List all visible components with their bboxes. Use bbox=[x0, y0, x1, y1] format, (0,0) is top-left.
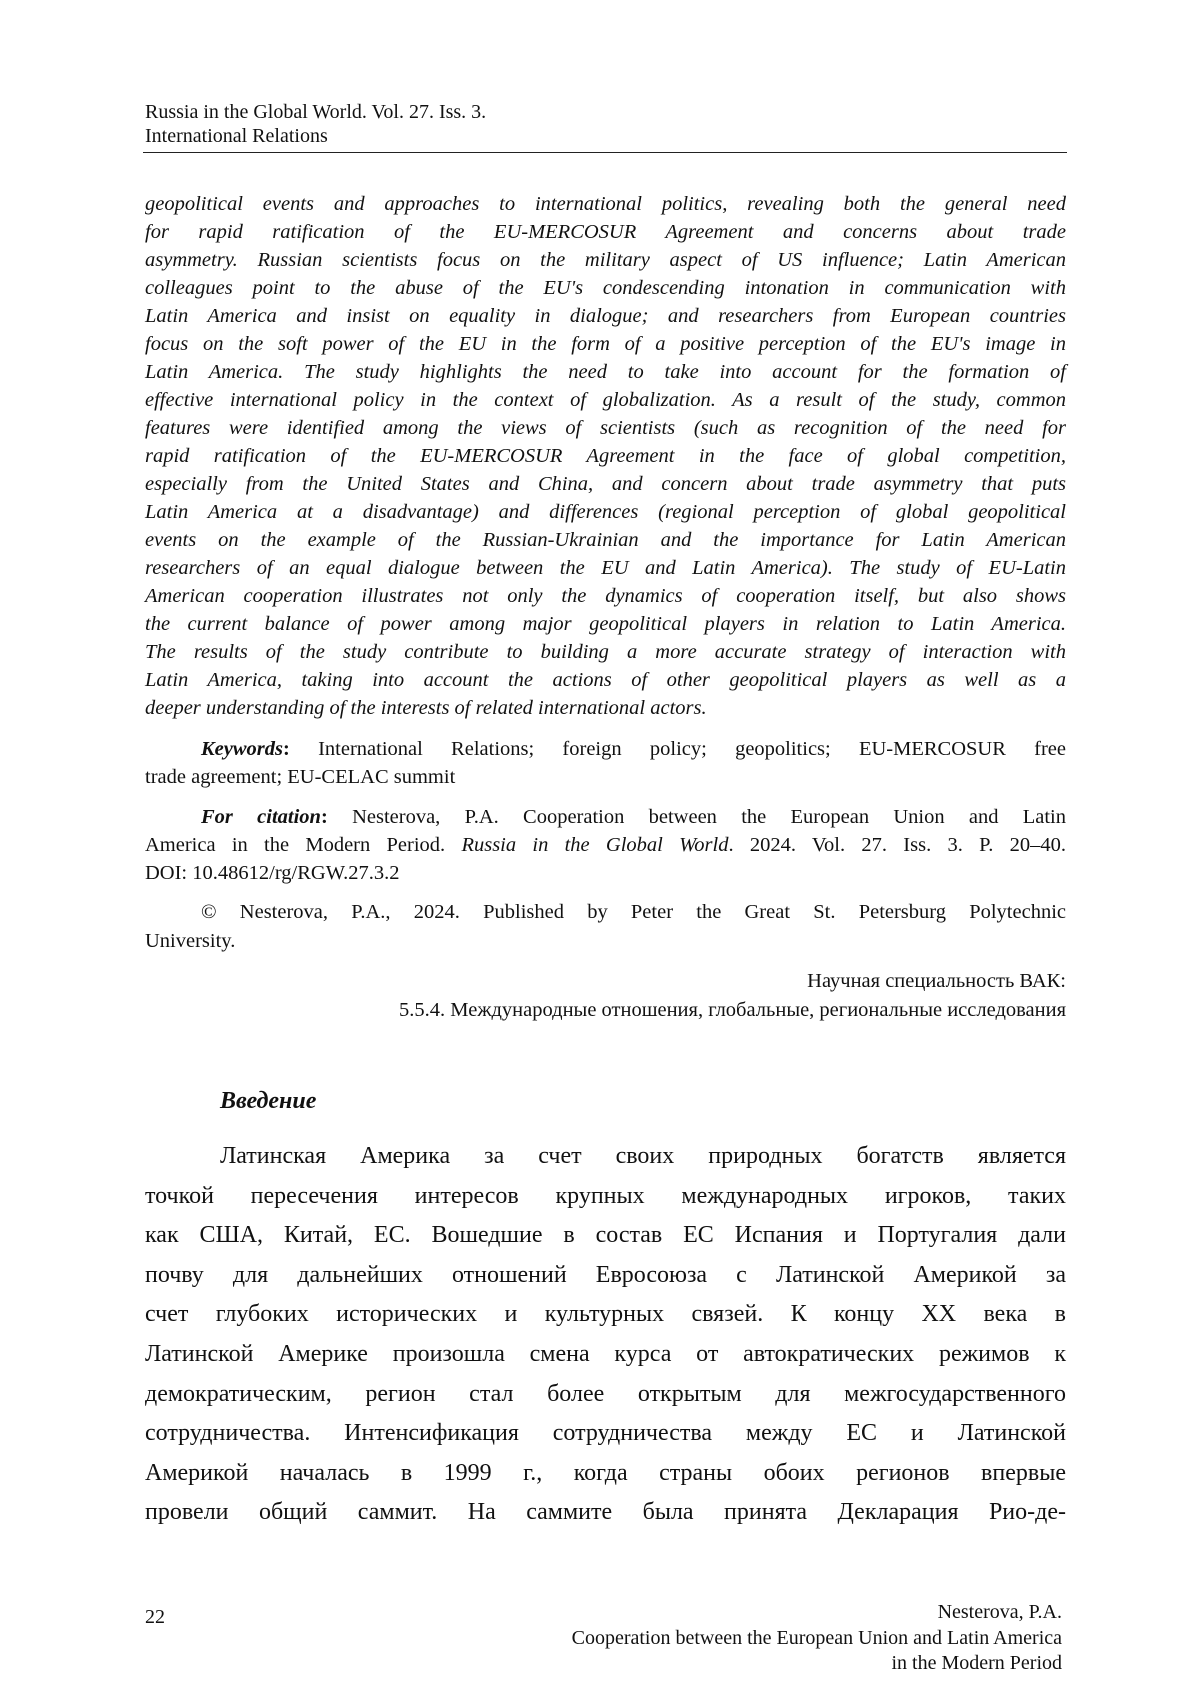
abstract-line: rapid ratification of the EU-MERCOSUR Agreement in the face of global competition, bbox=[145, 442, 1066, 470]
citation-text-1: Nesterova, P.A. Cooperation between the European Union and Latin bbox=[328, 806, 1066, 828]
citation-line-1 bbox=[201, 803, 1066, 831]
section-heading: Введение bbox=[220, 1088, 316, 1115]
abstract-line: for rapid ratification of the EU-MERCOSUR Agreement and concerns about trade bbox=[145, 218, 1066, 246]
abstract-line: events on the example of the Russian-Ukrainian and the importance for Latin American bbox=[145, 526, 1066, 554]
abstract-line: American cooperation illustrates not only the dynamics of cooperation itself, but also shows bbox=[145, 582, 1066, 610]
footer-author: Nesterova, P.A. bbox=[938, 1600, 1062, 1624]
paragraph-line: счет глубоких исторических и культурных связей. К концу XX века в bbox=[145, 1298, 1066, 1330]
paragraph-line: как США, Китай, ЕС. Вошедшие в состав ЕС Испания и Португалия дали bbox=[145, 1219, 1066, 1251]
page-number: 22 bbox=[145, 1605, 165, 1629]
citation-text-2a: America in the Modern Period. bbox=[145, 834, 461, 856]
keywords-colon: : bbox=[283, 738, 290, 760]
abstract-line: effective international policy in the context of globalization. As a result of the study, common bbox=[145, 386, 1066, 414]
paragraph-line: Америкой началась в 1999 г., когда страны обоих регионов впервые bbox=[145, 1457, 1066, 1489]
abstract-line: especially from the United States and China, and concern about trade asymmetry that puts bbox=[145, 470, 1066, 498]
paragraph-line: сотрудничества. Интенсификация сотрудничества между ЕС и Латинской bbox=[145, 1417, 1066, 1449]
specialty-label: Научная специальность ВАК: bbox=[807, 967, 1066, 995]
abstract-line: The results of the study contribute to building a more accurate strategy of interaction with bbox=[145, 638, 1066, 666]
copyright-line-1: © Nesterova, P.A., 2024. Published by Peter the Great St. Petersburg Polytechnic bbox=[201, 898, 1066, 926]
citation-colon: : bbox=[321, 806, 328, 828]
abstract-line: Latin America, taking into account the actions of other geopolitical players as well as a bbox=[145, 666, 1066, 694]
abstract-line: asymmetry. Russian scientists focus on the military aspect of US influence; Latin American bbox=[145, 246, 1066, 274]
paragraph-line: почву для дальнейших отношений Евросоюза с Латинской Америкой за bbox=[145, 1259, 1066, 1291]
footer-title-2: in the Modern Period bbox=[891, 1651, 1062, 1675]
abstract-line: deeper understanding of the interests of related international actors. bbox=[145, 694, 1066, 722]
abstract-line: colleagues point to the abuse of the EU's condescending intonation in communication with bbox=[145, 274, 1066, 302]
paragraph-line: Латинской Америке произошла смена курса от автократических режимов к bbox=[145, 1338, 1066, 1370]
abstract-line: researchers of an equal dialogue between the EU and Latin America). The study of EU-Latin bbox=[145, 554, 1066, 582]
abstract-line: focus on the soft power of the EU in the form of a positive perception of the EU's image in bbox=[145, 330, 1066, 358]
paragraph-line: точкой пересечения интересов крупных международных игроков, таких bbox=[145, 1180, 1066, 1212]
copyright-line-2: University. bbox=[145, 927, 1066, 955]
running-header-section: International Relations bbox=[145, 124, 328, 148]
specialty-value: 5.5.4. Международные отношения, глобальные, региональные исследования bbox=[399, 996, 1066, 1024]
abstract-line: features were identified among the views of scientists (such as recognition of the need for bbox=[145, 414, 1066, 442]
paragraph-line: провели общий саммит. На саммите была принята Декларация Рио-де- bbox=[145, 1496, 1066, 1528]
footer-title-1: Cooperation between the European Union and Latin America bbox=[572, 1626, 1062, 1650]
keywords-line-1 bbox=[201, 735, 1066, 763]
citation-doi: DOI: 10.48612/rg/RGW.27.3.2 bbox=[145, 859, 1066, 887]
abstract-line: Latin America at a disadvantage) and differences (regional perception of global geopolitical bbox=[145, 498, 1066, 526]
running-header-journal: Russia in the Global World. Vol. 27. Iss. 3. bbox=[145, 100, 486, 124]
paragraph-line: Латинская Америка за счет своих природных богатств является bbox=[220, 1140, 1066, 1172]
keywords-text-2: trade agreement; EU-CELAC summit bbox=[145, 763, 1066, 791]
header-rule bbox=[143, 152, 1067, 153]
paragraph-line: демократическим, регион стал более открытым для межгосударственного bbox=[145, 1378, 1066, 1410]
citation-text-2b: . 2024. Vol. 27. Iss. 3. P. 20–40. bbox=[728, 834, 1066, 856]
keywords-label: Keywords bbox=[201, 738, 283, 760]
citation-line-2 bbox=[145, 831, 1066, 859]
abstract-line: Latin America and insist on equality in dialogue; and researchers from European countries bbox=[145, 302, 1066, 330]
abstract-line: the current balance of power among major geopolitical players in relation to Latin America. bbox=[145, 610, 1066, 638]
abstract-line: Latin America. The study highlights the need to take into account for the formation of bbox=[145, 358, 1066, 386]
citation-label: For citation bbox=[201, 806, 321, 828]
citation-journal: Russia in the Global World bbox=[461, 834, 728, 856]
abstract-line: geopolitical events and approaches to international politics, revealing both the general need bbox=[145, 190, 1066, 218]
keywords-text-1: International Relations; foreign policy; geopolitics; EU-MERCOSUR free bbox=[290, 738, 1066, 760]
